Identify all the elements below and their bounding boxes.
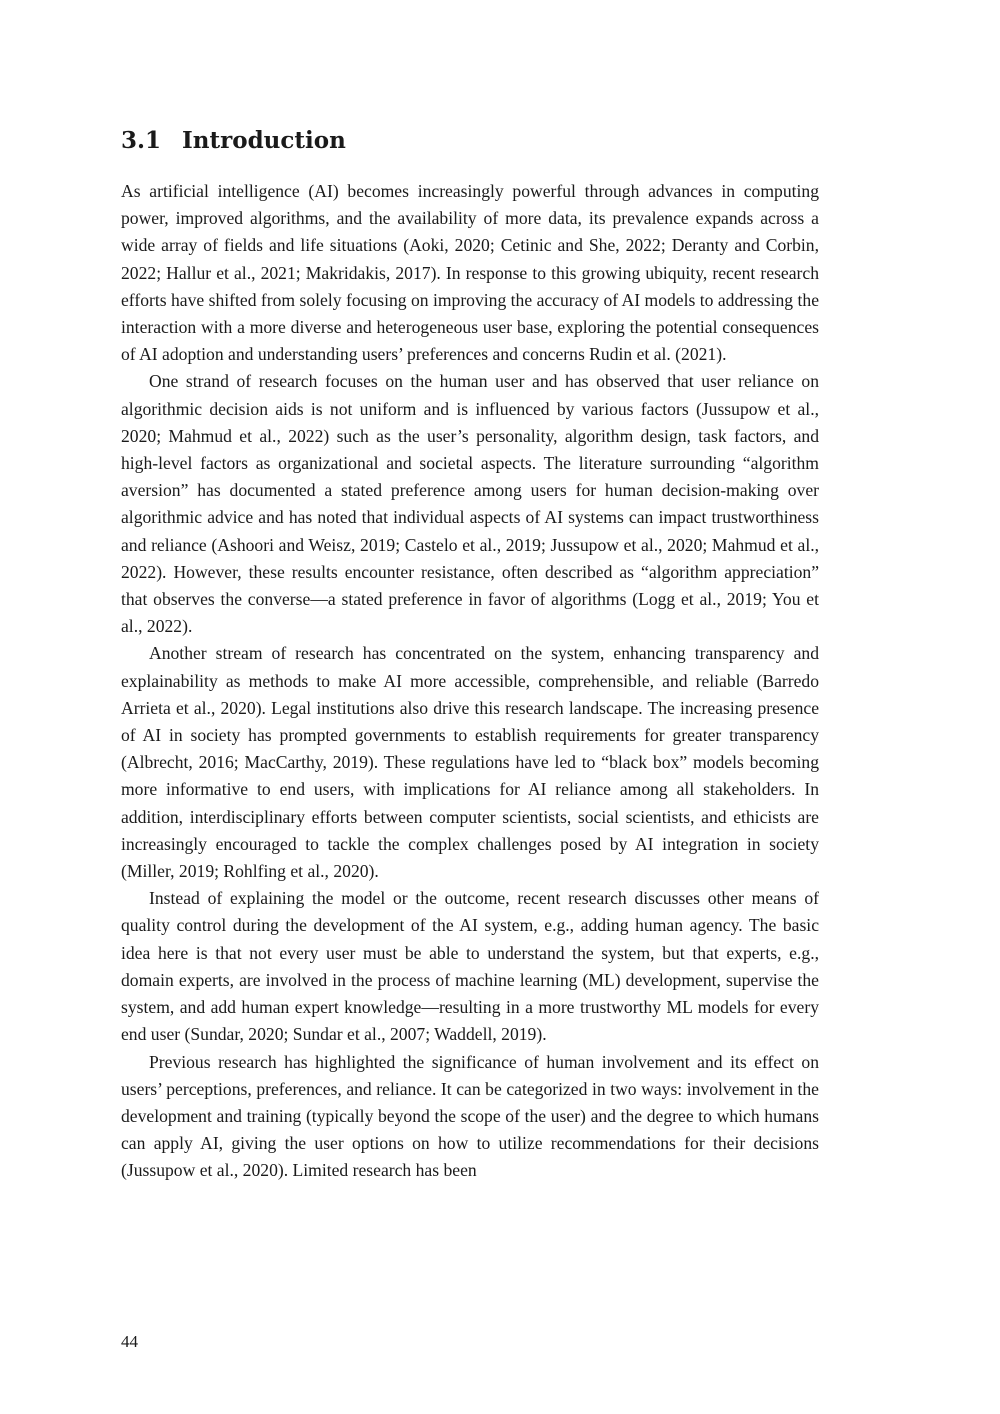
page-number: 44 bbox=[121, 1332, 138, 1351]
paragraph-2: One strand of research focuses on the human user and has observed that user reliance on algorithmic decision aids is not uniform and is influenced by various factors (Jussupow et al., 2020; Mahmud et al., 2022) such as the user’s personality, algorithm design, task factors, and high-level factors as organizational and societal aspects. The literature surrounding “algorithm aversion” has documented a stated preference among users for human decision-making over algorithmic advice and has noted that individual aspects of AI systems can impact trustworthiness and reliance (Ashoori and Weisz, 2019; Castelo et al., 2019; Jussupow et al., 2020; Mahmud et al., 2022). However, these results encounter resistance, often described as “algorithm appreciation” that observes the converse—a stated preference in favor of algorithms (Logg et al., 2019; You et al., 2022). bbox=[121, 371, 819, 637]
section-number: 3.1 bbox=[121, 127, 162, 154]
section-heading bbox=[121, 124, 346, 158]
paragraph-1: As artificial intelligence (AI) becomes increasingly powerful through advances in computing power, improved algorithms, and the availability of more data, its prevalence expands across a wide array of fields and life situations (Aoki, 2020; Cetinic and She, 2022; Deranty and Corbin, 2022; Hallur et al., 2021; Makridakis, 2017). In response to this growing ubiquity, recent research efforts have shifted from solely focusing on improving the accuracy of AI models to addressing the interaction with a more diverse and heterogeneous user base, exploring the potential consequences of AI adoption and understanding users’ preferences and concerns Rudin et al. (2021). bbox=[121, 181, 819, 365]
paragraph-5: Previous research has highlighted the significance of human involvement and its effect on users’ perceptions, preferences, and reliance. It can be categorized in two ways: involvement in the development and training (typically beyond the scope of the user) and the degree to which humans can apply AI, giving the user options on how to utilize recommendations for their decisions (Jussupow et al., 2020). Limited research has been bbox=[121, 1051, 819, 1181]
paragraph-3: Another stream of research has concentrated on the system, enhancing transparency and explainability as methods to make AI more accessible, comprehensible, and reliable (Barredo Arrieta et al., 2020). Legal institutions also drive this research landscape. The increasing presence of AI in society has prompted governments to establish requirements for greater transparency (Albrecht, 2016; MacCarthy, 2019). These regulations have led to “black box” models becoming more informative to end users, with implications for AI reliance among all stakeholders. In addition, interdisciplinary efforts between computer scientists, social scientists, and ethicists are increasingly encouraged to tackle the complex challenges posed by AI integration in society (Miller, 2019; Rohlfing et al., 2020). bbox=[121, 643, 819, 882]
paragraph-4: Instead of explaining the model or the outcome, recent research discusses other means of quality control during the development of the AI system, e.g., adding human agency. The basic idea here is that not every user must be able to understand the system, but that experts, e.g., domain experts, are involved in the process of machine learning (ML) development, supervise the system, and add human expert knowledge—resulting in a more trustworthy ML models for every end user (Sundar, 2020; Sundar et al., 2007; Waddell, 2019). bbox=[121, 888, 819, 1045]
body-text bbox=[121, 178, 819, 1185]
section-title: Introduction bbox=[182, 127, 346, 154]
